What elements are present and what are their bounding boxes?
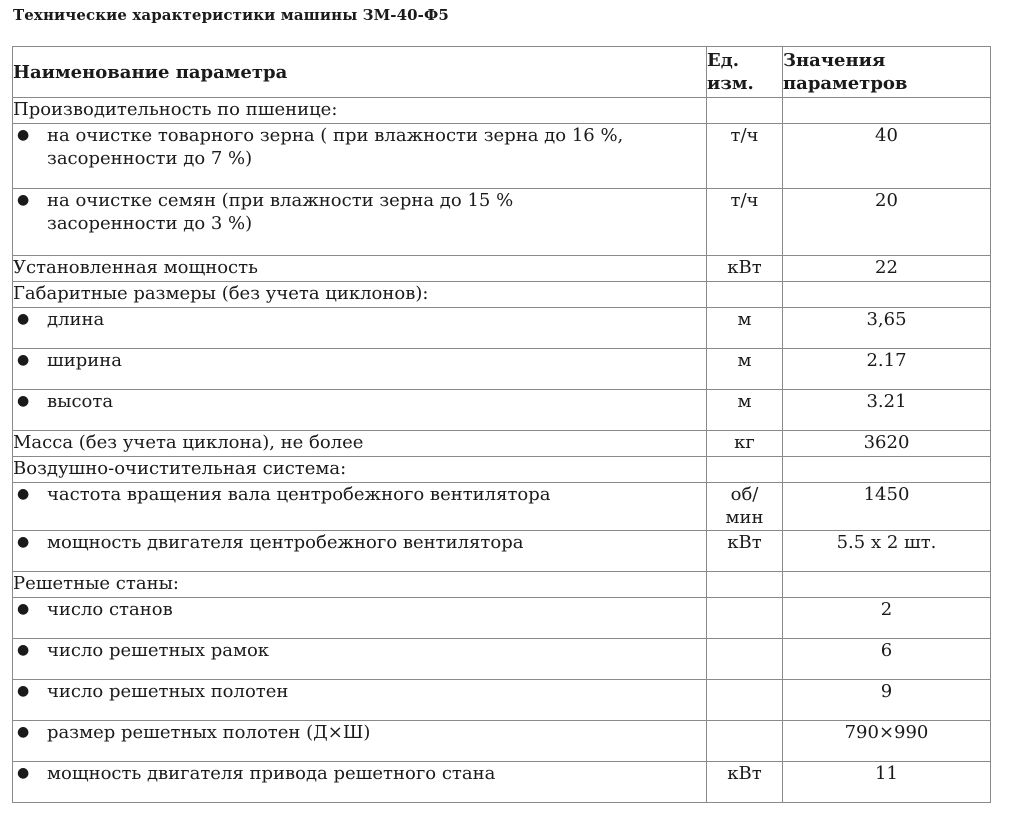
- param-label: Установленная мощность: [13, 256, 707, 282]
- param-cell: [13, 762, 707, 803]
- bullet-dot-icon: ●: [17, 534, 30, 550]
- bullet-dot-icon: ●: [17, 393, 30, 409]
- table-row: [13, 721, 991, 762]
- table-row: [13, 531, 991, 572]
- page-title: Технические характеристики машины ЗМ-40-Ф5: [13, 6, 449, 24]
- empty-cell: [783, 572, 991, 598]
- value-cell: 2: [783, 598, 991, 639]
- table-row: [13, 431, 991, 457]
- param-cell: [13, 124, 707, 189]
- param-label: мощность двигателя привода решетного стана: [47, 763, 496, 784]
- unit-line1: об/: [730, 484, 759, 505]
- value-cell: 790×990: [783, 721, 991, 762]
- table-row: [13, 308, 991, 349]
- bullet-dot-icon: ●: [17, 352, 30, 368]
- header-value-line1: Значения: [783, 50, 886, 71]
- param-cell: [13, 531, 707, 572]
- bullet-dot-icon: ●: [17, 192, 30, 208]
- unit-cell: кВт: [707, 762, 783, 803]
- table-row: [13, 639, 991, 680]
- header-unit: [707, 47, 783, 98]
- section-heading-productivity: Производительность по пшенице:: [13, 98, 707, 124]
- param-cell: [13, 639, 707, 680]
- param-label: длина: [47, 309, 105, 330]
- bullet-dot-icon: ●: [17, 311, 30, 327]
- header-name: Наименование параметра: [13, 47, 707, 98]
- section-heading-sieve: Решетные станы:: [13, 572, 707, 598]
- value-cell: 5.5 х 2 шт.: [783, 531, 991, 572]
- empty-cell: [707, 572, 783, 598]
- table-row: [13, 483, 991, 531]
- param-cell: [13, 721, 707, 762]
- param-cell: [13, 390, 707, 431]
- bullet-dot-icon: ●: [17, 765, 30, 781]
- section-row-sieve: [13, 572, 991, 598]
- empty-cell: [783, 282, 991, 308]
- param-label: на очистке семян (при влажности зерна до 15 % засоренности до 3 %): [47, 190, 514, 234]
- section-row-dimensions: [13, 282, 991, 308]
- bullet-dot-icon: ●: [17, 724, 30, 740]
- unit-cell: т/ч: [707, 189, 783, 256]
- value-cell: 3,65: [783, 308, 991, 349]
- section-heading-dimensions: Габаритные размеры (без учета циклонов):: [13, 282, 707, 308]
- section-heading-air: Воздушно-очистительная система:: [13, 457, 707, 483]
- unit-cell: кВт: [707, 531, 783, 572]
- value-cell: 1450: [783, 483, 991, 531]
- bullet-dot-icon: ●: [17, 127, 30, 143]
- header-value-line2: параметров: [783, 73, 908, 94]
- table-row: [13, 124, 991, 189]
- value-cell: 6: [783, 639, 991, 680]
- value-cell: 20: [783, 189, 991, 256]
- header-row: [13, 47, 991, 98]
- table-row: [13, 762, 991, 803]
- unit-cell: [707, 721, 783, 762]
- value-cell: 40: [783, 124, 991, 189]
- empty-cell: [783, 457, 991, 483]
- param-label: высота: [47, 391, 114, 412]
- table-row: [13, 349, 991, 390]
- param-cell: [13, 483, 707, 531]
- param-label: размер решетных полотен (Д×Ш): [47, 722, 371, 743]
- value-cell: 2.17: [783, 349, 991, 390]
- bullet-dot-icon: ●: [17, 642, 30, 658]
- value-cell: 3.21: [783, 390, 991, 431]
- unit-cell: м: [707, 308, 783, 349]
- header-unit-line2: изм.: [707, 73, 754, 94]
- table-row: [13, 256, 991, 282]
- table-row: [13, 680, 991, 721]
- unit-line2: мин: [725, 507, 764, 528]
- unit-cell: [707, 598, 783, 639]
- param-label: ширина: [47, 350, 122, 371]
- section-row-productivity: [13, 98, 991, 124]
- param-cell: [13, 349, 707, 390]
- unit-cell: м: [707, 349, 783, 390]
- table-row: [13, 390, 991, 431]
- param-label: Масса (без учета циклона), не более: [13, 431, 707, 457]
- header-value: [783, 47, 991, 98]
- param-cell: [13, 680, 707, 721]
- empty-cell: [707, 98, 783, 124]
- param-label: число решетных полотен: [47, 681, 289, 702]
- empty-cell: [707, 457, 783, 483]
- value-cell: 9: [783, 680, 991, 721]
- param-label: число станов: [47, 599, 173, 620]
- header-unit-line1: Ед.: [707, 50, 739, 71]
- unit-cell: кВт: [707, 256, 783, 282]
- table-row: [13, 189, 991, 256]
- param-cell: [13, 598, 707, 639]
- param-label: мощность двигателя центробежного вентилятора: [47, 532, 524, 553]
- unit-cell: кг: [707, 431, 783, 457]
- empty-cell: [783, 98, 991, 124]
- specs-table: [12, 46, 991, 803]
- bullet-dot-icon: ●: [17, 683, 30, 699]
- value-cell: 22: [783, 256, 991, 282]
- section-row-air: [13, 457, 991, 483]
- value-cell: 3620: [783, 431, 991, 457]
- param-label: частота вращения вала центробежного вентилятора: [47, 484, 551, 505]
- unit-cell: [707, 483, 783, 531]
- bullet-dot-icon: ●: [17, 601, 30, 617]
- unit-cell: м: [707, 390, 783, 431]
- table-row: [13, 598, 991, 639]
- param-cell: [13, 189, 707, 256]
- empty-cell: [707, 282, 783, 308]
- unit-cell: [707, 680, 783, 721]
- value-cell: 11: [783, 762, 991, 803]
- unit-cell: [707, 639, 783, 680]
- param-cell: [13, 308, 707, 349]
- param-label: число решетных рамок: [47, 640, 270, 661]
- unit-cell: т/ч: [707, 124, 783, 189]
- bullet-dot-icon: ●: [17, 486, 30, 502]
- param-label: на очистке товарного зерна ( при влажности зерна до 16 %, засоренности до 7 %): [47, 125, 624, 169]
